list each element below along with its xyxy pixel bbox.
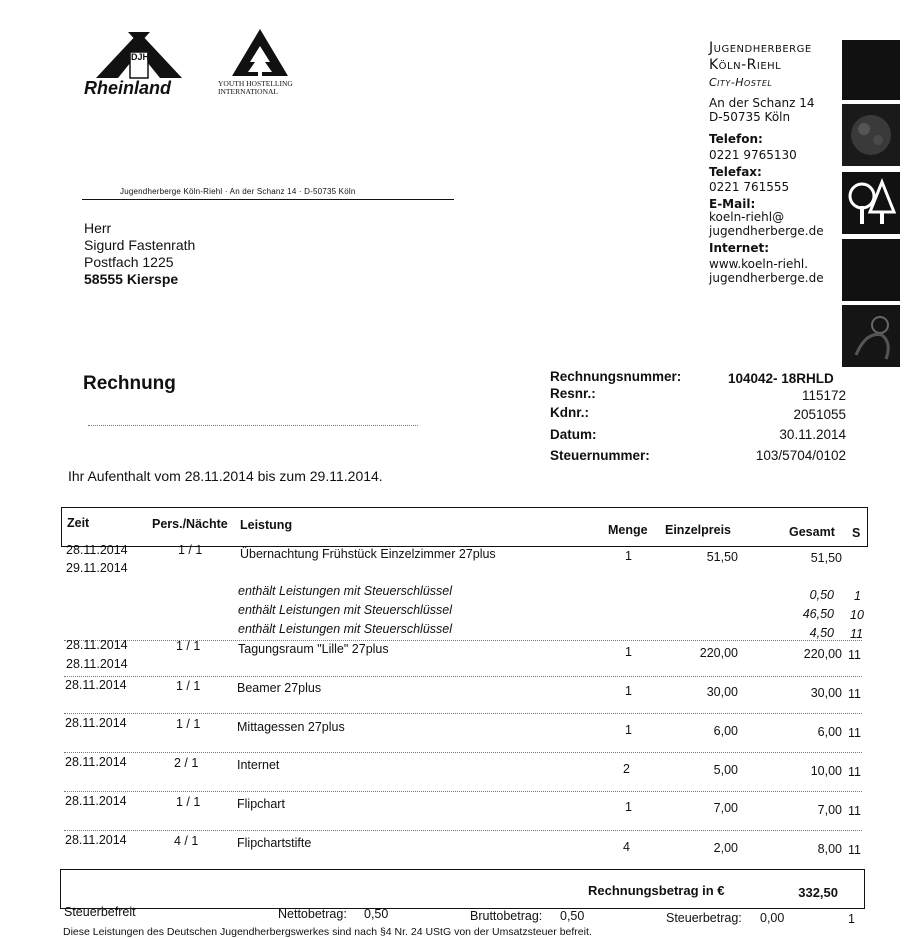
row-date-end: 29.11.2014 [66,561,128,575]
hostel-street: An der Schanz 14 [709,96,815,110]
triangle-tree-icon [230,28,290,78]
col-einzelpreis: Einzelpreis [665,523,731,537]
kdnr-value: 2051055 [793,407,846,422]
row-divider [64,752,862,753]
row-einzel: 5,00 [713,763,738,777]
col-leistung: Leistung [240,518,293,532]
sub-amount: 46,50 [802,607,834,621]
row-menge: 1 [625,549,632,563]
tree-icon [842,172,900,234]
row-einzel: 30,00 [706,685,738,699]
row-menge: 4 [623,840,630,854]
side-block-4 [842,239,900,301]
sub-desc: enthält Leistungen mit Steuerschlüssel [238,603,453,617]
sub-desc: enthält Leistungen mit Steuerschlüssel [238,584,453,598]
hostel-name-1: Jugendherberge [709,40,812,56]
invoice-number-label: Rechnungsnummer: [550,369,682,384]
side-block-3 [842,172,900,234]
row-einzel: 7,00 [713,801,738,815]
row-date: 28.11.2014 [65,678,127,692]
yhi-logo [216,28,306,100]
footer-tax-value: 0,00 [760,911,785,925]
sub-s: 11 [850,627,863,641]
side-block-5 [842,305,900,367]
fax-label: Telefax: [709,165,762,179]
email-label: E-Mail: [709,197,756,211]
row-desc: Beamer 27plus [237,681,322,695]
row-pers: 1 / 1 [176,679,201,693]
row-date: 28.11.2014 [65,755,127,769]
footer-tax-key: 1 [848,912,855,926]
web-label: Internet: [709,241,770,255]
footer-gross-value: 0,50 [560,909,585,923]
side-block-2 [842,104,900,166]
web-value-1: www.koeln-riehl. [709,257,809,271]
yhi-text-1: YOUTH HOSTELLING [218,79,293,88]
row-pers: 1 / 1 [176,795,201,809]
footer-tax-label: Steuerbetrag: [666,911,742,925]
resnr-label: Resnr.: [550,386,596,401]
title-divider [88,425,418,426]
date-label: Datum: [550,427,597,442]
row-date: 28.11.2014 [65,794,127,808]
row-desc: Flipchart [237,797,285,811]
recipient-salutation: Herr [84,220,112,236]
invoice-number-value: 104042- 18RHLD [728,371,834,386]
row-gesamt: 30,00 [810,686,842,700]
side-block-1 [842,40,900,100]
row-menge: 1 [625,684,632,698]
speckle-texture-icon [842,104,900,166]
row-s: 11 [848,804,861,818]
djh-rheinland-logo [84,30,189,100]
col-s: S [852,526,861,540]
sub-desc: enthält Leistungen mit Steuerschlüssel [238,622,453,636]
row-desc: Übernachtung Frühstück Einzelzimmer 27plus [240,547,496,561]
col-menge: Menge [608,523,648,537]
row-s: 11 [848,687,861,701]
row-s: 11 [848,726,861,740]
tax-number-value: 103/5704/0102 [755,448,846,463]
row-gesamt: 8,00 [817,842,842,856]
row-einzel: 220,00 [699,646,738,660]
total-value: 332,50 [798,885,838,900]
col-pers: Pers./Nächte [152,517,228,531]
footer-tax-exempt: Steuerbefreit [64,905,136,919]
row-divider [64,791,862,792]
col-gesamt: Gesamt [789,525,835,539]
email-value-1: koeln-riehl@ [709,210,785,224]
row-date: 28.11.2014 [65,716,127,730]
col-zeit: Zeit [67,516,90,530]
recipient-name: Sigurd Fastenrath [84,237,196,253]
fax-value: 0221 761555 [709,180,790,194]
footer-net-value: 0,50 [364,907,389,921]
sub-s: 10 [850,608,864,622]
sub-s: 1 [854,589,861,603]
web-value-2: jugendherberge.de [709,271,824,285]
row-date-end: 28.11.2014 [66,657,128,671]
hostel-subtitle: City-Hostel [709,76,773,89]
row-gesamt: 51,50 [810,551,842,565]
row-pers: 1 / 1 [176,717,201,731]
document-title: Rechnung [83,373,176,394]
email-value-2: jugendherberge.de [709,224,824,238]
row-pers: 1 / 1 [178,543,203,557]
hostel-city: D-50735 Köln [709,110,791,124]
row-einzel: 6,00 [713,724,738,738]
sender-underline [82,199,454,200]
row-einzel: 51,50 [706,550,738,564]
recipient-box: Postfach 1225 [84,254,174,270]
djh-mark: DJH [131,52,150,62]
row-date-start: 28.11.2014 [66,543,128,557]
row-s: 11 [848,843,861,857]
resnr-value: 115172 [801,388,846,403]
row-divider [64,830,862,831]
date-value: 30.11.2014 [779,427,846,442]
row-desc: Mittagessen 27plus [237,720,345,734]
total-box [60,869,865,909]
row-pers: 1 / 1 [176,639,201,653]
row-gesamt: 6,00 [817,725,842,739]
row-gesamt: 10,00 [810,764,842,778]
row-s: 11 [848,765,861,779]
row-s: 11 [848,648,861,662]
row-divider [64,713,862,714]
tax-number-label: Steuernummer: [550,448,650,463]
row-menge: 1 [625,723,632,737]
total-label: Rechnungsbetrag in € [588,883,725,898]
stay-period: Ihr Aufenthalt vom 28.11.2014 bis zum 29.11.2014. [68,468,383,484]
row-divider [64,676,862,677]
sender-line: Jugendherberge Köln-Riehl · An der Schanz 14 · D-50735 Köln [120,187,356,196]
kdnr-label: Kdnr.: [550,405,589,420]
footer-net-label: Nettobetrag: [278,907,347,921]
footer-gross-label: Bruttobetrag: [470,909,543,923]
tel-label: Telefon: [709,132,763,146]
row-desc: Internet [237,758,280,772]
tel-value: 0221 9765130 [709,148,797,162]
rheinland-text: Rheinland [84,78,172,98]
row-date: 28.11.2014 [65,833,127,847]
row-pers: 4 / 1 [174,834,199,848]
row-desc: Tagungsraum "Lille" 27plus [238,642,389,656]
row-gesamt: 7,00 [817,803,842,817]
row-menge: 2 [623,762,630,776]
yhi-text-2: INTERNATIONAL [218,87,278,96]
row-pers: 2 / 1 [174,756,199,770]
row-desc: Flipchartstifte [237,836,312,850]
row-gesamt: 220,00 [803,647,842,661]
recipient-city: 58555 Kierspe [84,271,179,287]
row-menge: 1 [625,800,632,814]
sub-amount: 0,50 [809,588,834,602]
row-einzel: 2,00 [713,841,738,855]
row-menge: 1 [625,645,632,659]
footer-note: Diese Leistungen des Deutschen Jugendherbergswerkes sind nach §4 Nr. 24 UStG von der Umsatzsteuer befreit. [63,926,592,938]
sub-amount: 4,50 [809,626,834,640]
hostel-name-2: Köln-Riehl [709,57,782,73]
figure-texture-icon [842,305,900,367]
row-date-start: 28.11.2014 [66,638,128,652]
